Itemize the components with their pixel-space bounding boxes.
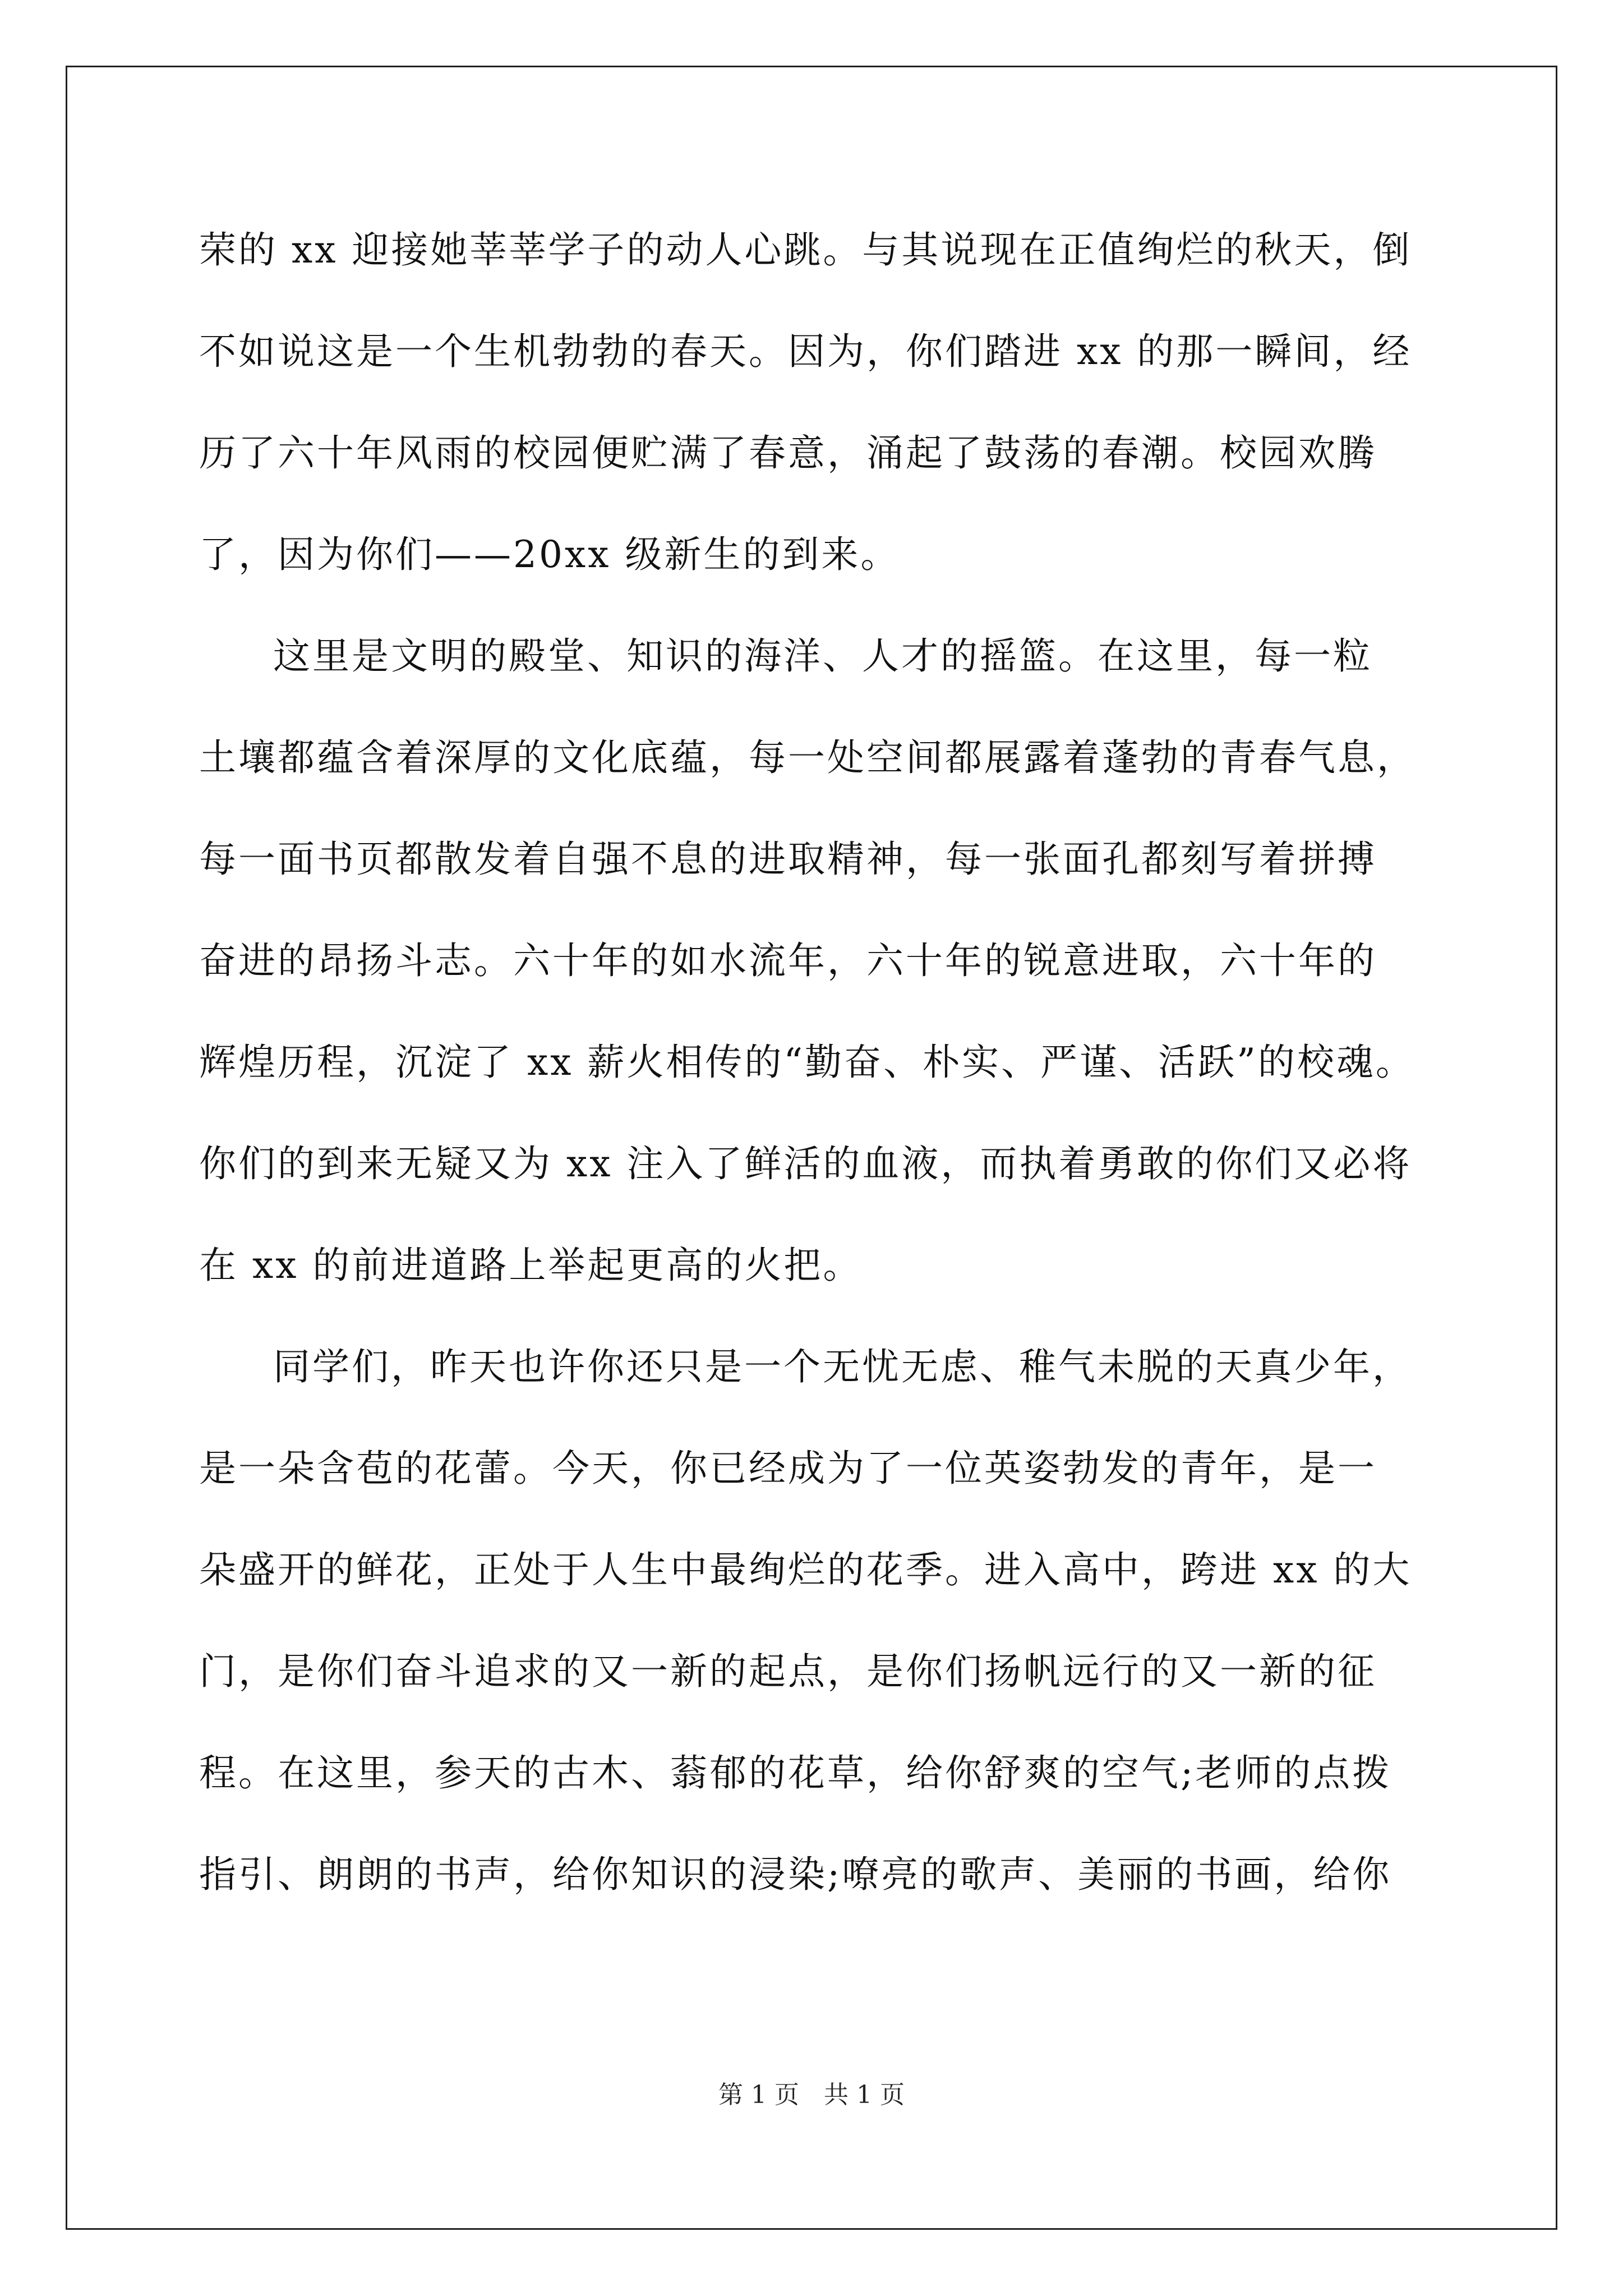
paragraph-3-line-3: 朵盛开的鲜花，正处于人生中最绚烂的花季。进入高中，跨进 xx 的大	[199, 1548, 1412, 1591]
paragraph-2-line-7: 在 xx 的前进道路上举起更高的火把。	[199, 1244, 863, 1287]
paragraph-3-line-6: 指引、朗朗的书声，给你知识的浸染;嘹亮的歌声、美丽的书画，给你	[199, 1853, 1392, 1896]
paragraph-3-line-5: 程。在这里，参天的古木、蓊郁的花草，给你舒爽的空气;老师的点拨	[199, 1751, 1392, 1795]
paragraph-2-line-2: 土壤都蕴含着深厚的文化底蕴，每一处空间都展露着蓬勃的青春气息，	[199, 736, 1416, 779]
page-number-footer: 第 1 页 共 1 页	[718, 2081, 905, 2109]
paragraph-3-line-4: 门，是你们奋斗追求的又一新的起点，是你们扬帆远行的又一新的征	[199, 1650, 1377, 1693]
paragraph-2-line-1: 这里是文明的殿堂、知识的海洋、人才的摇篮。在这里，每一粒	[273, 634, 1372, 678]
paragraph-2-line-3: 每一面书页都散发着自强不息的进取精神，每一张面孔都刻写着拼搏	[199, 838, 1377, 881]
paragraph-1-line-4: 了，因为你们——20xx 级新生的到来。	[199, 533, 900, 576]
paragraph-1-line-3: 历了六十年风雨的校园便贮满了春意，涌起了鼓荡的春潮。校园欢腾	[199, 431, 1377, 475]
document-body	[199, 199, 1433, 1925]
paragraph-2-line-5: 辉煌历程，沉淀了 xx 薪火相传的“勤奋、朴实、严谨、活跃”的校魂。	[199, 1041, 1415, 1084]
paragraph-3-line-2: 是一朵含苞的花蕾。今天，你已经成为了一位英姿勃发的青年，是一	[199, 1447, 1377, 1490]
paragraph-2-line-4: 奋进的昂扬斗志。六十年的如水流年，六十年的锐意进取，六十年的	[199, 939, 1377, 982]
paragraph-3-line-1: 同学们，昨天也许你还只是一个无忧无虑、稚气未脱的天真少年，	[273, 1345, 1412, 1388]
paragraph-2-line-6: 你们的到来无疑又为 xx 注入了鲜活的血液，而执着勇敢的你们又必将	[199, 1142, 1412, 1185]
paragraph-1-line-1: 荣的 xx 迎接她莘莘学子的动人心跳。与其说现在正值绚烂的秋天，倒	[199, 228, 1412, 272]
paragraph-1-line-2: 不如说这是一个生机勃勃的春天。因为，你们踏进 xx 的那一瞬间，经	[199, 330, 1412, 373]
